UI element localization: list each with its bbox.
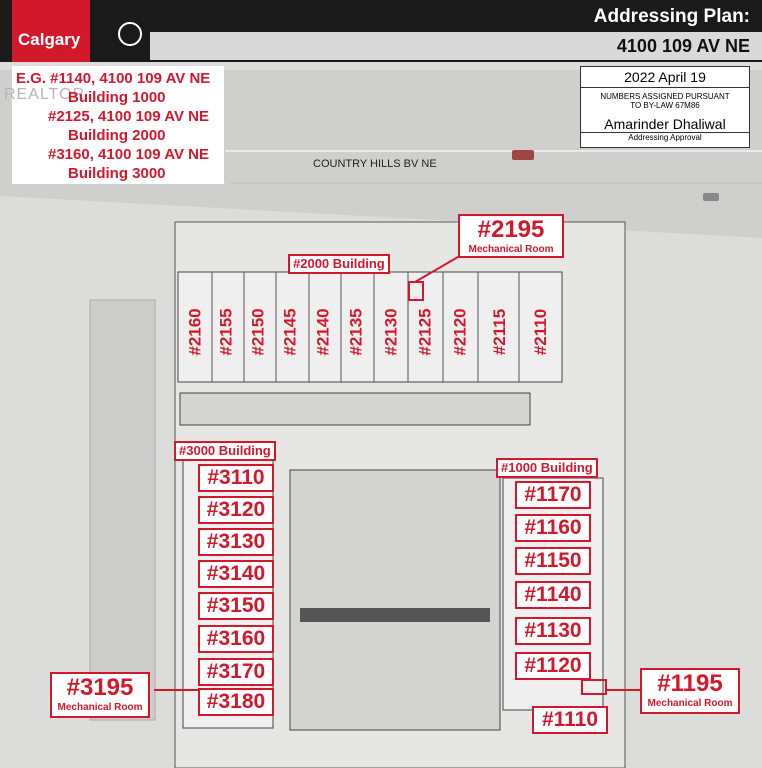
- example-line-3: #2125, 4100 109 AV NE: [48, 108, 209, 125]
- example-line-6: Building 3000: [68, 165, 166, 182]
- approver-name: Amarinder Dhaliwal: [581, 116, 749, 133]
- unit-2110: #2110: [531, 308, 550, 356]
- unit-3160: #3160: [198, 625, 274, 653]
- mechanical-room-3195: [50, 672, 150, 718]
- building-2000-label: #2000 Building: [288, 254, 390, 274]
- street-label: COUNTRY HILLS BV NE: [313, 158, 437, 170]
- approval-note-1: NUMBERS ASSIGNED PURSUANT: [600, 92, 730, 101]
- car-shape: [512, 150, 534, 160]
- header-address: 4100 109 AV NE: [616, 36, 750, 56]
- unit-2120: #2120: [451, 308, 470, 356]
- unit-1120: #1120: [515, 652, 591, 680]
- unit-3170: #3170: [198, 658, 274, 686]
- mechanical-room-1195: [640, 668, 740, 714]
- unit-3140: #3140: [198, 560, 274, 588]
- unit-2115: #2115: [490, 308, 509, 356]
- unit-2140: #2140: [314, 308, 333, 356]
- approver-role: Addressing Approval: [628, 133, 702, 142]
- approval-date: 2022 April 19: [581, 67, 749, 88]
- example-line-1: E.G. #1140, 4100 109 AV NE: [16, 70, 211, 87]
- unit-1130: #1130: [515, 617, 591, 645]
- mechanical-room-number: #2195: [477, 216, 545, 243]
- mechanical-room-number: #1195: [657, 670, 723, 697]
- unit-3150: #3150: [198, 592, 274, 620]
- unit-1150: #1150: [515, 547, 591, 575]
- approval-note-2: TO BY-LAW 67M86: [630, 101, 700, 110]
- watermark: REALTOR: [4, 86, 86, 103]
- unit-3110: #3110: [198, 464, 274, 492]
- unit-3180: #3180: [198, 688, 274, 716]
- header-title: Addressing Plan:: [593, 6, 750, 27]
- unit-3120: #3120: [198, 496, 274, 524]
- city-logo-text: Calgary: [18, 30, 81, 49]
- unit-1140: #1140: [515, 581, 591, 609]
- approval-box: [580, 66, 750, 148]
- unit-2160: #2160: [186, 308, 205, 356]
- mechanical-room-label: Mechanical Room: [468, 244, 554, 255]
- example-line-5: #3160, 4100 109 AV NE: [48, 146, 209, 163]
- unit-2130: #2130: [382, 308, 401, 356]
- unit-2135: #2135: [347, 308, 366, 356]
- unit-1160: #1160: [515, 514, 591, 542]
- mechanical-room-number: #3195: [66, 674, 134, 701]
- unit-2145: #2145: [281, 308, 300, 356]
- crest-icon: [118, 22, 142, 46]
- unit-2155: #2155: [217, 308, 236, 356]
- mechanical-room-label: Mechanical Room: [647, 698, 733, 709]
- building-3000-label: #3000 Building: [174, 441, 276, 461]
- unit-2150: #2150: [249, 308, 268, 356]
- unit-1110: #1110: [532, 706, 608, 734]
- example-line-4: Building 2000: [68, 127, 166, 144]
- mechanical-room-label: Mechanical Room: [57, 702, 143, 713]
- unit-1170: #1170: [515, 481, 591, 509]
- example-line-2: Building 1000: [68, 89, 166, 106]
- unit-2125: #2125: [416, 308, 435, 356]
- building-1000-label: #1000 Building: [496, 458, 598, 478]
- mechanical-room-2195: [458, 214, 564, 258]
- unit-3130: #3130: [198, 528, 274, 556]
